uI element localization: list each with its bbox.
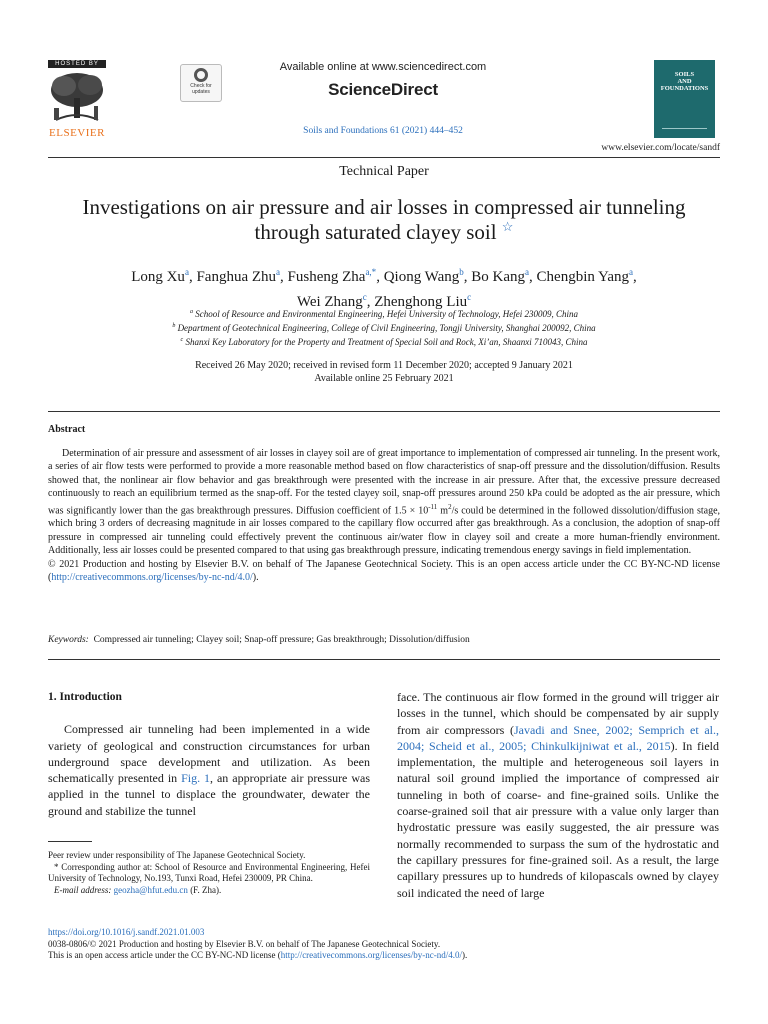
publisher-name: ELSEVIER bbox=[49, 127, 105, 139]
author-affil-sup[interactable]: c bbox=[362, 292, 367, 302]
sciencedirect-logo[interactable]: ScienceDirect bbox=[328, 80, 438, 99]
copyright-text: © 2021 Production and hosting by Elsevier B.V. on behalf of The Japanese Geotechnical Society. This is an open access article under the CC BY-NC-ND license ( bbox=[48, 558, 720, 583]
keywords-line bbox=[48, 635, 720, 645]
abstract-bottom-rule bbox=[48, 659, 720, 660]
elsevier-tree-logo-icon bbox=[46, 70, 108, 126]
abstract-heading: Abstract bbox=[48, 424, 86, 435]
email-label: E-mail address: bbox=[54, 884, 112, 895]
header-rule bbox=[48, 157, 720, 158]
author-affil-sup[interactable]: a,* bbox=[365, 267, 377, 277]
body-right-column bbox=[397, 689, 719, 901]
article-dates bbox=[50, 359, 718, 385]
footnotes bbox=[48, 850, 370, 896]
cover-title-line-2: AND bbox=[677, 78, 692, 85]
intro-text: , an appropriate air pressure was applied in the tunnel to displace the groundwater, dewater the ground and stabilize the tunnel bbox=[48, 771, 370, 818]
received-dates: Received 26 May 2020; received in revised form 11 December 2020; accepted 9 January 2021 bbox=[195, 360, 573, 371]
author-name[interactable]: Chengbin Yang bbox=[536, 269, 630, 285]
author-name[interactable]: Zhenghong Liu bbox=[374, 294, 468, 310]
oa-license-link[interactable]: http://creativecommons.org/licenses/by-nc-nd/4.0/ bbox=[280, 950, 462, 961]
article-type: Technical Paper bbox=[339, 164, 429, 179]
author-affil-sup[interactable]: a bbox=[629, 267, 634, 277]
author-affil-sup[interactable]: a bbox=[184, 267, 189, 277]
affiliation-text: School of Resource and Environmental Engineering, Hefei University of Technology, Hefei 230009, China bbox=[195, 309, 578, 319]
affiliation-sup: b bbox=[172, 323, 176, 329]
corresponding-author-note: * Corresponding author at: School of Resource and Environmental Engineering, Hefei University of Technology, No.193, Tunxi Road, Hefei 230009, PR China. bbox=[48, 861, 370, 884]
intro-text: Compressed air tunneling had been implemented in a wide variety of geological and construction circumstances for urban underground space development and utilization. As been schematically presented in bbox=[48, 722, 370, 786]
citation-links[interactable]: Javadi and Snee, 2002; Semprich et al., 2004; Scheid et al., 2005; Chinkulkijniwat et al., 2015 bbox=[397, 722, 720, 753]
intro-paragraph bbox=[48, 721, 370, 819]
keywords-label: Keywords: bbox=[48, 635, 89, 645]
intro-text: ). In field implementation, the multiple and heterogeneous soil layers in natural soil ground implied the importance of compressed air tunneling in both of coarse- and fine-grained soils. Unlike the coarse-grained soil that air pressure with a value only larger than hydrostatic pressure was easily suggested, the air pressure was normally recommended to surpass the sum of the hydrostatic and the capillary pressures for fine-grained soil. As a result, the large capillary pressures up to hundreds of kilopascals owned by clayey soil indicated the need of large bbox=[397, 738, 720, 900]
article-title-text: Investigations on air pressure and air losses in compressed air tunneling through saturated clayey soil bbox=[82, 195, 686, 244]
affiliation-item bbox=[50, 334, 718, 348]
affiliation-sup: a bbox=[190, 309, 194, 315]
section-heading-introduction: 1. Introduction bbox=[48, 691, 122, 703]
affiliation-item bbox=[50, 306, 718, 320]
author-sep: , bbox=[376, 269, 384, 285]
available-online-date: Available online 25 February 2021 bbox=[314, 373, 454, 384]
keywords-list: Compressed air tunneling; Clayey soil; Snap-off pressure; Gas breakthrough; Dissolution/diffusion bbox=[93, 635, 470, 645]
author-affil-sup[interactable]: a bbox=[276, 267, 281, 277]
abstract-text: /s could be determined in the followed dissolution/diffusion stage, which bring 3 orders of decreasing magnitude in air losses compared to the capillary flow occurred after gas breakthrough. As a conclusion, the adoption of snap-off pressure in compressed air tunneling could effectively prevent the continuous air/water flow in clayey soil and create a more human-friendly environment. Additionally, less air losses could be presented compared to that using gas breakthrough pressure, indicating tremendous energy savings in field implementation. bbox=[48, 504, 721, 557]
available-online-text: Available online at www.sciencedirect.com bbox=[279, 61, 487, 73]
author-sep: , bbox=[529, 269, 537, 285]
author-name[interactable]: Qiong Wang bbox=[383, 269, 460, 285]
check-updates-icon bbox=[194, 68, 208, 82]
author-sep: , bbox=[366, 294, 375, 310]
abstract-text: m bbox=[437, 504, 449, 516]
doi-link[interactable]: https://doi.org/10.1016/j.sandf.2021.01.003 bbox=[48, 927, 205, 937]
journal-reference-link[interactable]: Soils and Foundations 61 (2021) 444–452 bbox=[303, 126, 463, 136]
abstract-text: Determination of air pressure and assessment of air losses in clayey soil are of great importance to implementation of compressed air tunneling. In the present work, a series of air flow tests were performed to provide a more reasonable method based on flow characteristics of snap-off pressure and the dissolution/diffusion. Results showed that, the nonlinear air flow behavior and gas breakthrough were presented with the increase in air pressure. After that, the excessive pressure decreased continuously to reach an equilibrium termed as the snap-off. For the tested clayey soil, snap-off pressures around 250 kPa could be adopted as the air pressure, which was significantly lower than the gas breakthrough pressures. Diffusion coefficient of 1.5 × 10 bbox=[48, 448, 720, 516]
issn-line: 0038-0806/© 2021 Production and hosting by Elsevier B.V. on behalf of The Japanese Geotechnical Society. bbox=[48, 938, 441, 949]
author-sep: , bbox=[463, 269, 472, 285]
author-sep: , bbox=[280, 269, 288, 285]
cover-title-line-3: FOUNDATIONS bbox=[660, 85, 709, 92]
journal-homepage-url[interactable]: www.elsevier.com/locate/sandf bbox=[601, 143, 720, 153]
oa-text: ). bbox=[461, 950, 468, 961]
author-sep: , bbox=[188, 269, 197, 285]
journal-cover-image bbox=[654, 60, 715, 138]
abstract-body bbox=[48, 447, 720, 584]
body-left-column bbox=[48, 689, 370, 819]
affiliation-list bbox=[50, 306, 718, 348]
email-link[interactable]: geozha@hfut.edu.cn bbox=[113, 884, 188, 895]
email-suffix: (F. Zha). bbox=[187, 884, 222, 895]
cover-divider bbox=[662, 128, 707, 129]
author-sep: , bbox=[633, 269, 637, 285]
intro-paragraph-continued bbox=[397, 689, 719, 901]
affiliation-item bbox=[50, 320, 718, 334]
figure-reference-link[interactable]: Fig. 1 bbox=[181, 771, 211, 786]
abstract-top-rule bbox=[48, 411, 720, 412]
oa-text: This is an open access article under the CC BY-NC-ND license ( bbox=[48, 950, 281, 961]
abstract-exponent: 2 bbox=[448, 502, 452, 511]
intro-text: face. The continuous air flow formed in the ground will trigger air losses in the tunnel, which should be compensated by air supply from air compressors ( bbox=[397, 690, 719, 737]
email-note bbox=[48, 885, 370, 897]
hosted-by-label: HOSTED BY bbox=[48, 60, 106, 68]
article-title bbox=[60, 195, 708, 245]
author-name[interactable]: Fusheng Zha bbox=[287, 269, 366, 285]
author-name[interactable]: Wei Zhang bbox=[296, 294, 363, 310]
abstract-paragraph bbox=[48, 447, 720, 558]
doi-block bbox=[48, 927, 720, 962]
title-footnote-star-icon[interactable]: ☆ bbox=[501, 219, 514, 234]
check-updates-label: Check for updates bbox=[190, 83, 212, 95]
abstract-copyright bbox=[48, 558, 720, 585]
check-for-updates-button[interactable] bbox=[180, 64, 222, 102]
copyright-text: ). bbox=[252, 571, 259, 583]
author-affil-sup[interactable]: a bbox=[525, 267, 530, 277]
abstract-exponent: -11 bbox=[428, 502, 438, 511]
affiliation-sup: c bbox=[180, 337, 184, 343]
author-name[interactable]: Fanghua Zhu bbox=[196, 269, 277, 285]
peer-review-note: Peer review under responsibility of The Japanese Geotechnical Society. bbox=[48, 850, 306, 860]
author-name[interactable]: Bo Kang bbox=[471, 269, 526, 285]
license-link[interactable]: http://creativecommons.org/licenses/by-nc-nd/4.0/ bbox=[51, 571, 253, 583]
author-list bbox=[50, 262, 718, 312]
affiliation-text: Department of Geotechnical Engineering, College of Civil Engineering, Tongji University, Shanghai 200092, China bbox=[177, 323, 596, 333]
author-name[interactable]: Long Xu bbox=[131, 269, 185, 285]
cover-title-line-1: SOILS bbox=[674, 71, 695, 78]
affiliation-text: Shanxi Key Laboratory for the Property and Treatment of Special Soil and Rock, Xi’an, Shaanxi 710043, China bbox=[185, 337, 588, 347]
open-access-line bbox=[48, 950, 720, 962]
footnote-rule bbox=[48, 841, 92, 842]
author-affil-sup[interactable]: c bbox=[467, 292, 472, 302]
author-affil-sup[interactable]: b bbox=[459, 267, 464, 277]
